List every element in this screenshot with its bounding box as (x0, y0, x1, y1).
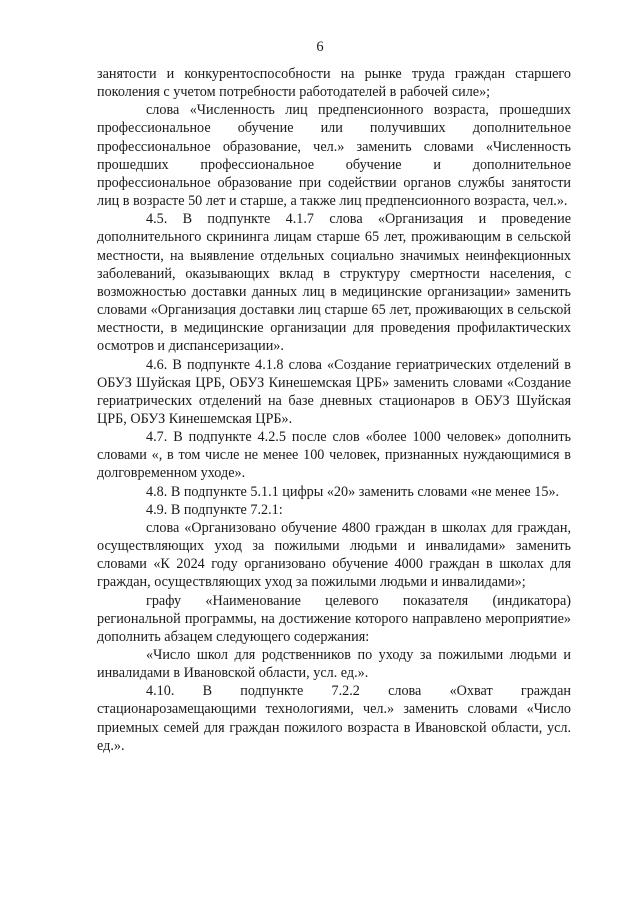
paragraph-replace-wording: слова «Численность лиц предпенсионного возраста, прошедших профессиональное обучение или получивших дополнительное профессиональное образование, чел.» заменить словами «Численность прошедших профессиональное обучение и дополнительное профессиональное образование при содействии органов службы занятости лиц в возрасте 50 лет и старше, а также лиц предпенсионного возраста, чел.». (97, 102, 571, 210)
page-number: 6 (316, 39, 324, 55)
paragraph-item-4-8: 4.8. В подпункте 5.1.1 цифры «20» заменить словами «не менее 15». (146, 483, 560, 500)
paragraph-item-4-7: 4.7. В подпункте 4.2.5 после слов «более 1000 человек» дополнить словами «, в том числе не менее 100 человек, признанных нуждающимися в долговременном уходе». (97, 429, 571, 482)
paragraph-continuation: занятости и конкурентоспособности на рынке труда граждан старшего поколения с учетом потребности работодателей в рабочей силе»; (97, 66, 571, 101)
paragraph-item-4-9: 4.9. В подпункте 7.2.1: (146, 501, 283, 518)
paragraph-item-4-9-words: слова «Организовано обучение 4800 граждан в школах для граждан, осуществляющих уход за пожилыми людьми и инвалидами» заменить словами «К 2024 году организовано обучение 4000 граждан в школах для граждан, осуществляющих уход за пожилыми людьми и инвалидами»; (97, 519, 571, 591)
paragraph-item-4-9-quote: «Число школ для родственников по уходу за пожилыми людьми и инвалидами в Ивановской области, усл. ед.». (97, 647, 571, 682)
document-body (97, 65, 571, 755)
paragraph-item-4-5: 4.5. В подпункте 4.1.7 слова «Организация и проведение дополнительного скрининга лицам старше 65 лет, проживающим в сельской местности, на выявление отдельных социально значимых неинфекционных заболеваний, оказывающих вклад в структуру смертности населения, с возможностью доставки данных лиц в медицинские организации» заменить словами «Организация доставки лиц старше 65 лет, проживающих в сельской местности, в медицинские организации для проведения профилактических осмотров и диспансеризации». (97, 211, 571, 355)
paragraph-item-4-9-column: графу «Наименование целевого показателя (индикатора) региональной программы, на достижение которого направлено мероприятие» дополнить абзацем следующего содержания: (97, 592, 571, 645)
paragraph-item-4-10: 4.10. В подпункте 7.2.2 слова «Охват граждан стационарозамещающими технологиями, чел.» заменить словами «Число приемных семей для граждан пожилого возраста в Ивановской области, усл. ед.». (97, 683, 571, 754)
paragraph-item-4-6: 4.6. В подпункте 4.1.8 слова «Создание гериатрических отделений в ОБУЗ Шуйская ЦРБ, ОБУЗ Кинешемская ЦРБ» заменить словами «Создание гериатрических отделений на базе дневных стационаров в ОБУЗ Шуйская ЦРБ, ОБУЗ Кинешемская ЦРБ». (97, 356, 571, 427)
